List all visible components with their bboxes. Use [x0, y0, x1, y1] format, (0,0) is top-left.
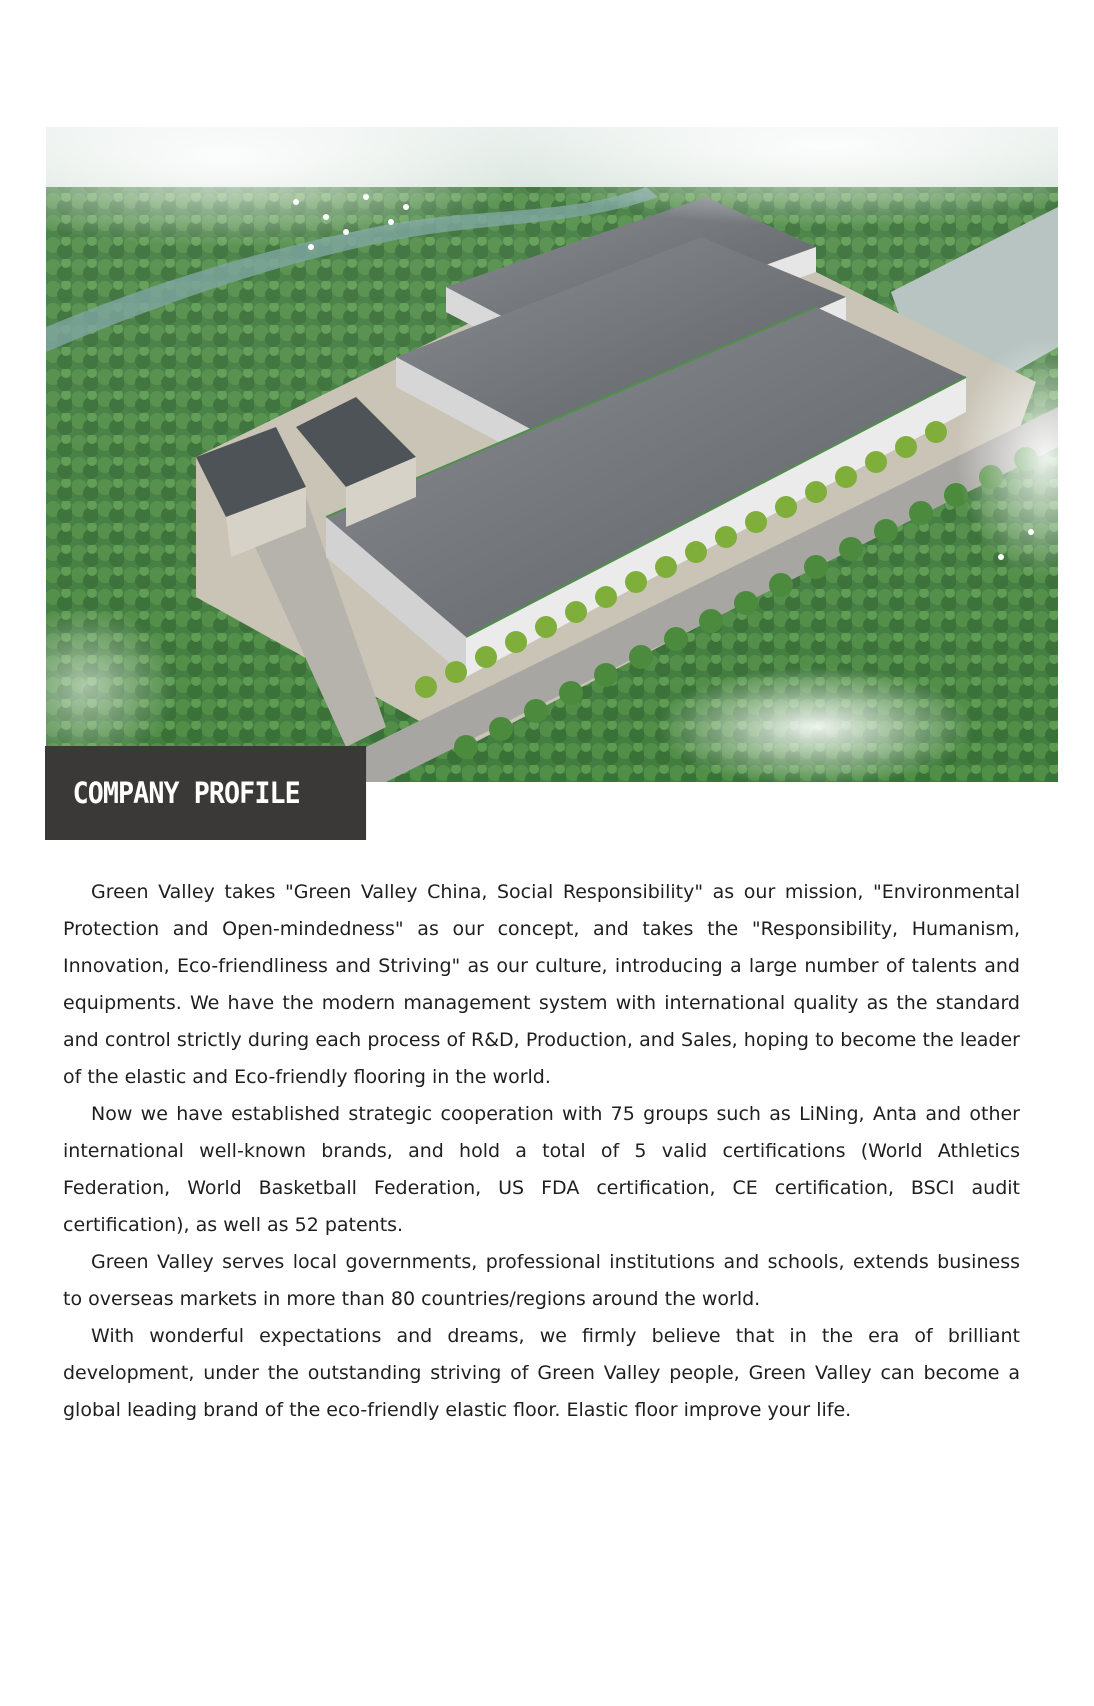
factory-aerial-image	[46, 127, 1058, 782]
profile-paragraph: Green Valley serves local governments, professional institutions and schools, extends business to overseas markets in more than 80 countries/regions around the world.	[63, 1251, 1020, 1310]
company-profile-heading: COMPANY PROFILE	[45, 746, 366, 840]
company-profile-body	[63, 874, 1020, 1429]
profile-paragraph: With wonderful expectations and dreams, we firmly believe that in the era of brilliant development, under the outstanding striving of Green Valley people, Green Valley can become a global leading brand of the eco-friendly elastic floor. Elastic floor improve your life.	[63, 1325, 1020, 1421]
profile-paragraph: Now we have established strategic cooperation with 75 groups such as LiNing, Anta and other international well-known brands, and hold a total of 5 valid certifications (World Athletics Federation, World Basketball Federation, US FDA certification, CE certification, BSCI audit certification), as well as 52 patents.	[63, 1103, 1020, 1236]
profile-paragraph: Green Valley takes "Green Valley China, Social Responsibility" as our mission, "Environmental Protection and Open-mindedness" as our concept, and takes the "Responsibility, Humanism, Innovation, Eco-friendliness and Striving" as our culture, introducing a large number of talents and equipments. We have the modern management system with international quality as the standard and control strictly during each process of R&D, Production, and Sales, hoping to become the leader of the elastic and Eco-friendly flooring in the world.	[63, 881, 1020, 1088]
